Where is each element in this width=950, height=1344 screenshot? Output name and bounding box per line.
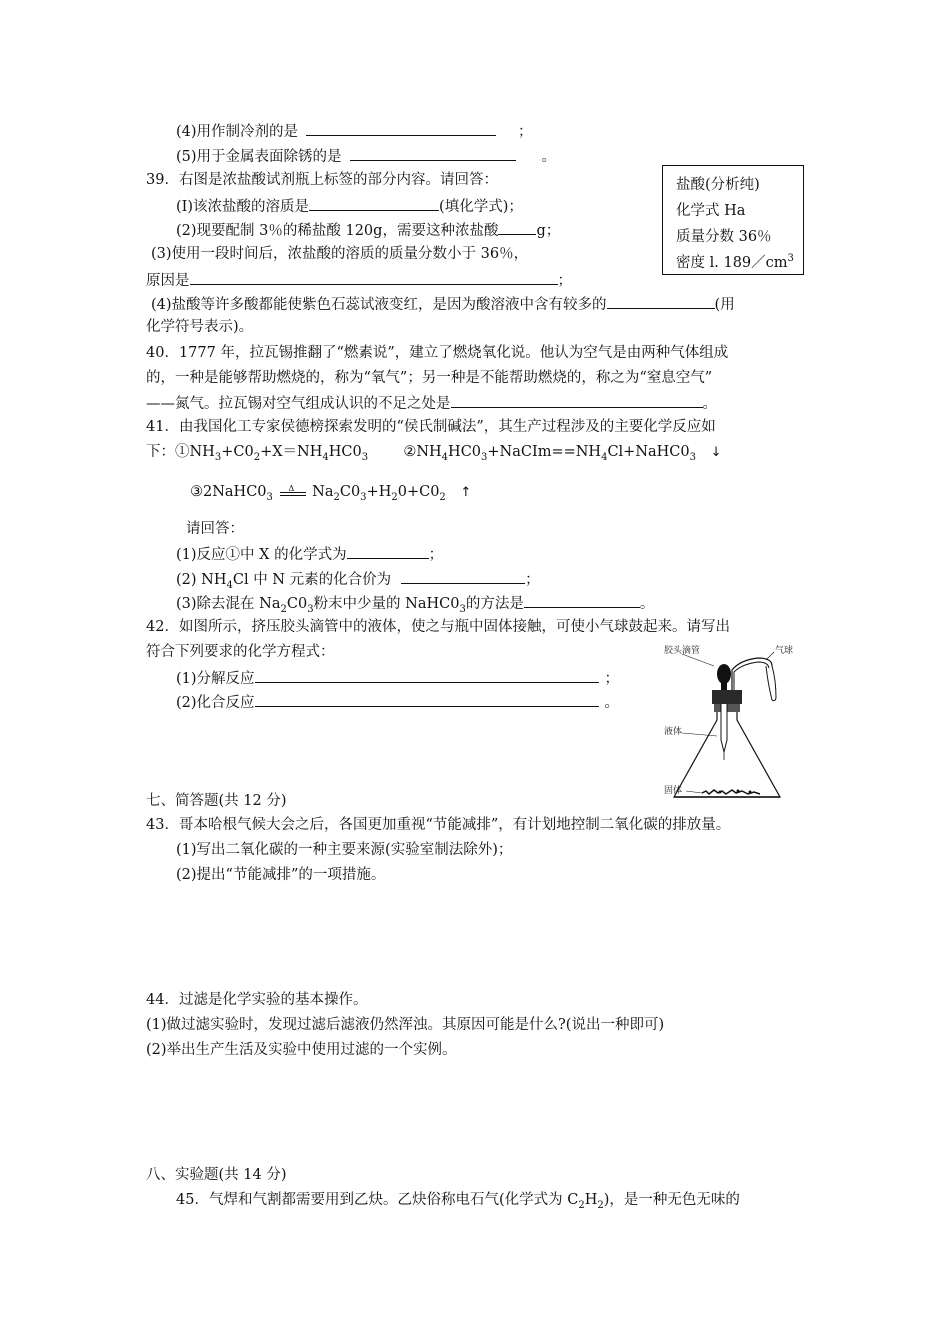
punct: 。	[541, 149, 557, 165]
q38-line5	[176, 146, 556, 166]
q41-2-a: (2) NH	[176, 572, 227, 588]
q41-3-c: 粉末中少量的 NaHC0	[313, 596, 460, 612]
q39-1-hint: (填化学式)；	[439, 199, 523, 215]
fig-label-dropper: 胶头滴管	[664, 646, 701, 656]
q39-part4	[151, 294, 735, 314]
answer-blank[interactable]	[309, 196, 439, 211]
sub: 3	[214, 451, 222, 463]
answer-blank[interactable]	[306, 121, 496, 136]
sub: 4	[322, 451, 329, 463]
flask-figure	[662, 640, 812, 805]
r3-a: ③2NaHC0	[190, 484, 267, 500]
punct: ；	[525, 572, 540, 588]
label-density	[676, 250, 803, 276]
sub: 2	[578, 1199, 585, 1211]
punct: ；	[518, 124, 533, 140]
q41-3-d: 的方法是	[465, 596, 524, 612]
q45-c: )，是一种无色无味的	[603, 1192, 740, 1208]
heat-symbol: Δ	[288, 484, 295, 493]
sub: 2	[333, 491, 340, 503]
q38-5-text: (5)用于金属表面除锈的是	[176, 149, 342, 165]
fig-label-liquid: 液体	[664, 727, 683, 737]
punct: 。	[639, 596, 655, 612]
r1-c: +X＝NH	[260, 444, 323, 460]
label-density-sup: 3	[787, 253, 794, 265]
sub: 2	[439, 491, 446, 503]
q45-text	[176, 1191, 740, 1209]
sub: 3	[689, 451, 697, 463]
q44-part1: (1)做过滤实验时，发现过滤后滤液仍然浑浊。其原因可能是什么?(说出一种即可)	[146, 1017, 665, 1033]
sub: 3	[361, 451, 369, 463]
sub: 3	[481, 451, 488, 463]
reagent-label	[662, 165, 804, 275]
r2-c: +NaCIm==NH	[487, 444, 602, 460]
q38-line4	[176, 121, 533, 141]
answer-blank[interactable]	[255, 692, 599, 707]
answer-blank[interactable]	[451, 393, 703, 408]
q40-line2: 的，一种是能够帮助燃烧的，称为“氧气”；另一种是不能帮助燃烧的，称之为“窒息空气”	[146, 370, 713, 386]
q41-ask: 请回答：	[186, 521, 244, 537]
label-name: 盐酸(分析纯)	[676, 177, 760, 193]
section7-title: 七、简答题(共 12 分)	[146, 793, 287, 809]
punct: 。	[604, 695, 620, 711]
q42-line2: 符合下列要求的化学方程式：	[146, 644, 335, 660]
solid-particles	[702, 790, 760, 795]
punct: 。	[702, 396, 717, 412]
section8-title: 八、实验题(共 14 分)	[146, 1167, 287, 1183]
q41-part1	[176, 544, 443, 564]
punct: ；	[428, 547, 444, 563]
r1-b: +C0	[221, 444, 254, 460]
q39-intro: 39．右图是浓盐酸试剂瓶上标签的部分内容。请回答：	[146, 172, 498, 188]
answer-blank[interactable]	[401, 569, 525, 584]
sub: 3	[266, 491, 273, 503]
q41-3-a: (3)除去混在 Na	[176, 596, 281, 612]
q45-b: H	[584, 1192, 598, 1208]
q41-line1: 41．由我国化工专家侯德榜探索发明的“侯氏制碱法”，其生产过程涉及的主要化学反应如	[146, 419, 716, 435]
q38-4-text: (4)用作制冷剂的是	[176, 124, 299, 140]
r3-b: Na	[312, 484, 334, 500]
sub: 2	[391, 491, 398, 503]
heat-equals-icon	[278, 483, 308, 501]
q39-3-text: 原因是	[146, 273, 190, 289]
label-density-text: 密度 l. 189／cm	[676, 255, 788, 271]
q39-part3: (3)使用一段时间后，浓盐酸的溶质的质量分数小于 36％，	[151, 246, 529, 262]
q45-a: 45．气焊和气割都需要用到乙炔。乙炔俗称电石气(化学式为 C	[176, 1192, 579, 1208]
r3-d: +H	[366, 484, 392, 500]
q41-reactions	[146, 443, 722, 462]
q39-part1	[176, 196, 523, 216]
q43-text: 43．哥本哈根气候大会之后，各国更加重视“节能减排”，有计划地控制二氧化碳的排放量。	[146, 817, 731, 833]
q41-part3	[176, 593, 654, 613]
q40-line3	[146, 393, 717, 413]
q42-part1	[176, 668, 619, 688]
sub: 2	[253, 451, 261, 463]
q39-part2	[176, 220, 560, 240]
q39-1-text: (I)该浓盐酸的溶质是	[176, 199, 310, 215]
q39-4-text: (4)盐酸等许多酸都能使紫色石蕊试液变红，是因为酸溶液中含有较多的	[151, 297, 607, 313]
r2-b: HC0	[448, 444, 482, 460]
sub: 2	[280, 603, 287, 615]
sub: 4	[441, 451, 449, 463]
label-formula: 化学式 Ha	[676, 203, 746, 219]
r1-d: HC0	[328, 444, 362, 460]
q44-part2: (2)举出生产生活及实验中使用过滤的一个实例。	[146, 1042, 457, 1058]
precipitate-arrow-icon: ↓	[710, 445, 722, 460]
answer-blank[interactable]	[350, 146, 516, 161]
answer-blank[interactable]	[498, 220, 536, 235]
q42-1-text: (1)分解反应	[176, 671, 255, 687]
q41-part2	[176, 569, 540, 589]
r1-a: 下：①NH	[146, 444, 215, 460]
q39-part4-cont: 化学符号表示)。	[146, 319, 254, 335]
fig-label-balloon: 气球	[775, 646, 794, 656]
q40-line1: 40．1777 年，拉瓦锡推翻了“燃素说”，建立了燃烧氧化说。他认为空气是由两种气体组成	[146, 345, 729, 361]
answer-blank[interactable]	[607, 294, 715, 309]
answer-blank[interactable]	[190, 270, 558, 285]
answer-blank[interactable]	[524, 593, 640, 608]
punct: ；	[604, 671, 620, 687]
fig-label-solid: 固体	[664, 786, 683, 796]
q42-line1: 42．如图所示，挤压胶头滴管中的液体，使之与瓶中固体接触，可使小气球鼓起来。请写出	[146, 619, 730, 635]
q41-reaction3	[190, 483, 471, 502]
r2-d: Cl+NaHC0	[607, 444, 690, 460]
sub: 2	[597, 1199, 604, 1211]
r3-c: C0	[339, 484, 361, 500]
sub: 4	[226, 579, 233, 591]
q43-part2: (2)提出“节能减排”的一项措施。	[176, 867, 386, 883]
sub: 3	[307, 603, 314, 615]
q43-part1: (1)写出二氧化碳的一种主要来源(实验室制法除外)；	[176, 842, 513, 858]
q44-text: 44．过滤是化学实验的基本操作。	[146, 992, 368, 1008]
q39-4-hint: (用	[714, 297, 735, 313]
q41-1-text: (1)反应①中 X 的化学式为	[176, 547, 347, 563]
gas-arrow-icon: ↑	[460, 485, 472, 500]
answer-blank[interactable]	[255, 668, 599, 683]
r2-a: ②NH	[403, 444, 442, 460]
q40-3-text: ——氮气。拉瓦锡对空气组成认识的不足之处是	[146, 396, 451, 412]
q39-2-text: (2)现要配制 3％的稀盐酸 120g，需要这种浓盐酸	[176, 223, 499, 239]
q42-part2	[176, 692, 619, 712]
sub: 3	[360, 491, 367, 503]
q39-part3-reason	[146, 270, 572, 290]
sub: 3	[459, 603, 466, 615]
q39-2-unit: g；	[536, 223, 561, 239]
q41-2-b: Cl 中 N 元素的化合价为	[232, 572, 392, 588]
answer-blank[interactable]	[347, 544, 429, 559]
sub: 4	[601, 451, 608, 463]
punct: ；	[557, 273, 572, 289]
q41-3-b: C0	[286, 596, 308, 612]
q42-2-text: (2)化合反应	[176, 695, 255, 711]
r3-e: 0+C0	[397, 484, 440, 500]
label-mass-fraction: 质量分数 36％	[676, 229, 772, 245]
